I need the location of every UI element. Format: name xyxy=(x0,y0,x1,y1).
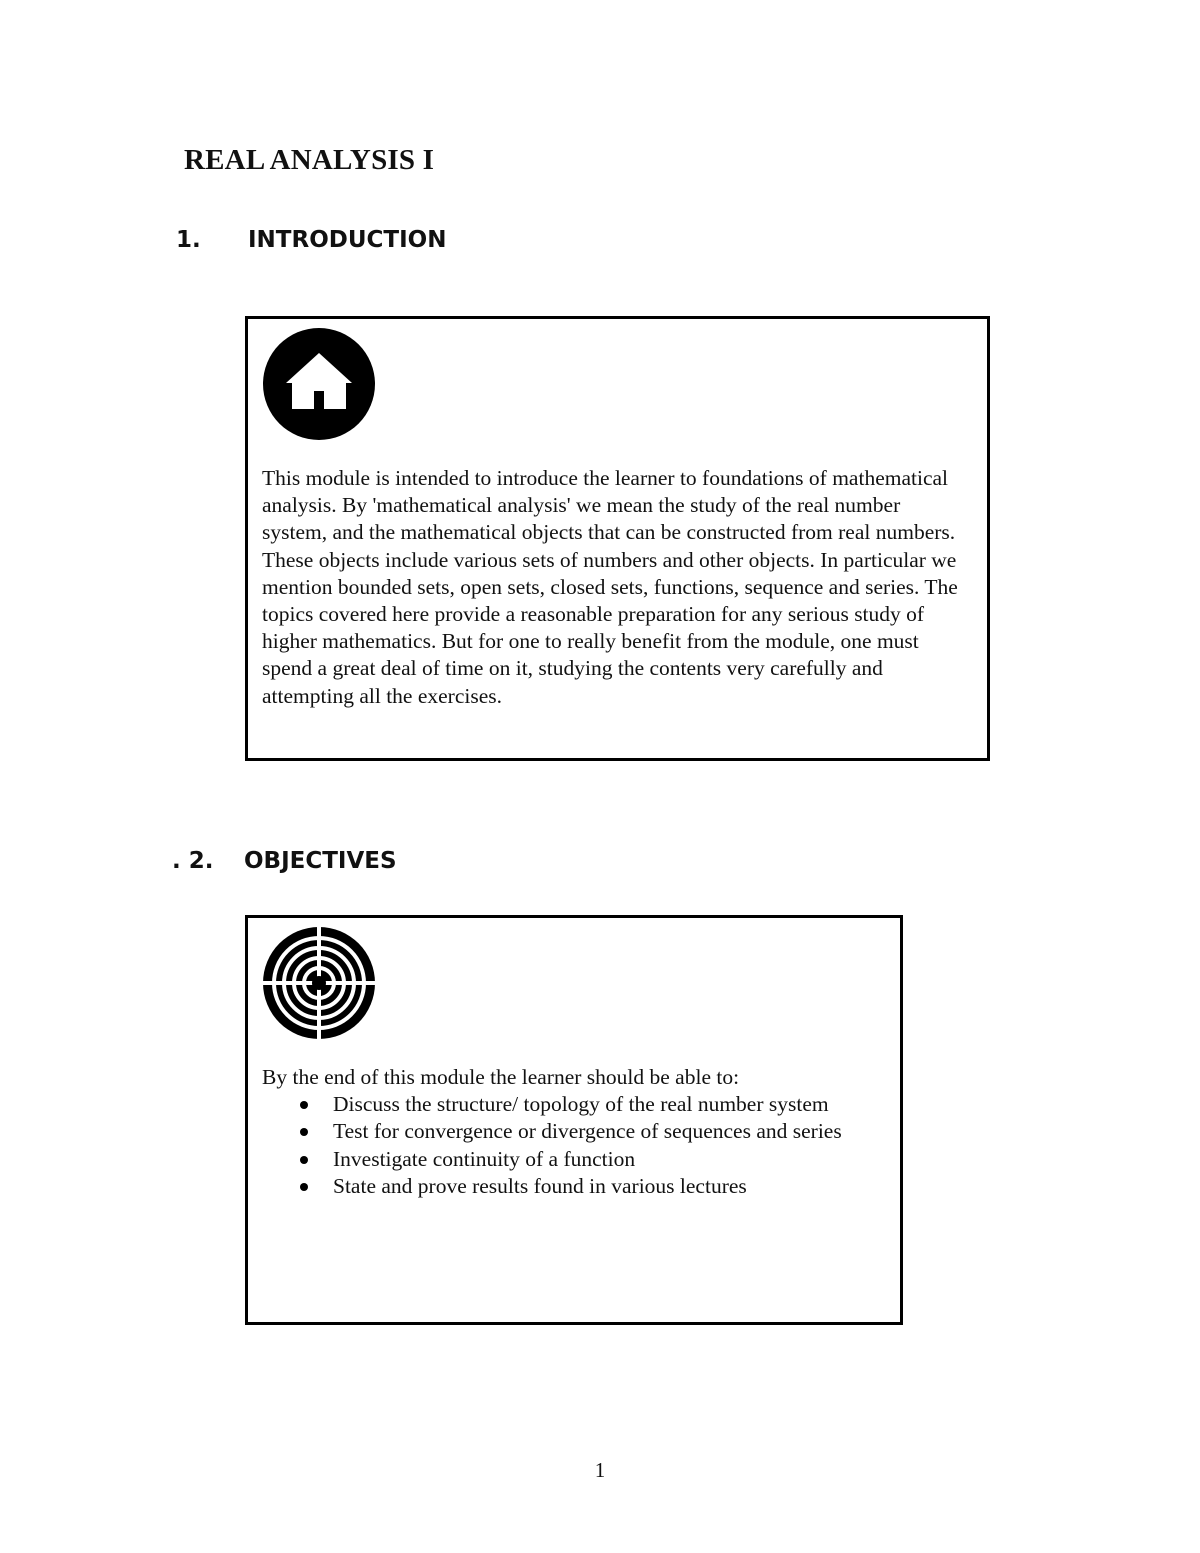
objectives-content xyxy=(262,1064,892,1200)
objective-item: Test for convergence or divergence of sequences and series xyxy=(262,1118,892,1145)
objectives-heading xyxy=(172,848,572,880)
introduction-number: 1. xyxy=(176,227,201,253)
objectives-box xyxy=(245,915,903,1325)
objective-item: Investigate continuity of a function xyxy=(262,1146,892,1173)
introduction-body: This module is intended to introduce the learner to foundations of mathematical analysis. By 'mathematical analysis' we mean the study of the real number system, and the mathematical objects that can be constructed from real numbers. These objects include various sets of numbers and other objects. In particular we mention bounded sets, open sets, closed sets, functions, sequence and series. The topics covered here provide a reasonable preparation for any serious study of higher mathematics. But for one to really benefit from the module, one must spend a great deal of time on it, studying the contents very carefully and attempting all the exercises. xyxy=(262,466,958,708)
introduction-heading xyxy=(176,227,576,259)
document-title: REAL ANALYSIS I xyxy=(184,144,435,176)
objectives-list xyxy=(262,1091,892,1200)
objective-item: Discuss the structure/ topology of the real number system xyxy=(262,1091,892,1118)
introduction-label: INTRODUCTION xyxy=(248,227,447,253)
objectives-lead: By the end of this module the learner should be able to: xyxy=(262,1065,740,1089)
objectives-label: OBJECTIVES xyxy=(244,848,397,874)
target-icon xyxy=(262,926,376,1040)
page-number: 1 xyxy=(594,1458,606,1482)
objectives-number: . 2. xyxy=(172,848,214,874)
objective-item: State and prove results found in various lectures xyxy=(262,1173,892,1200)
home-icon xyxy=(262,327,376,441)
introduction-box xyxy=(245,316,990,761)
